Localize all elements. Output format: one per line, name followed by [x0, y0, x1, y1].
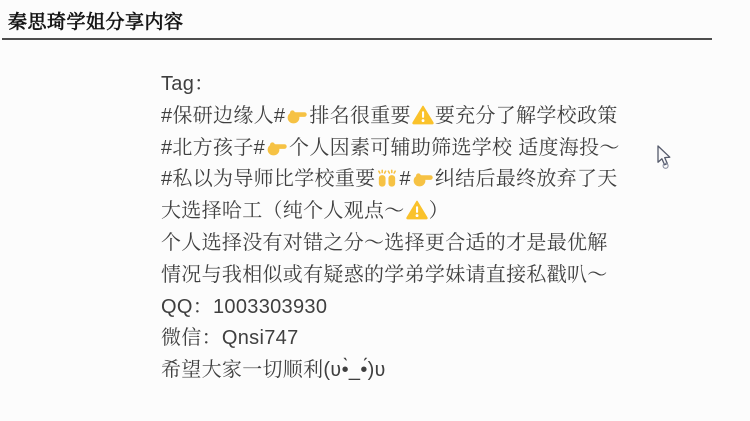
text-segment: 个人选择没有对错之分～选择更合适的才是最优解 — [161, 231, 608, 254]
text-segment: QQ：1003303930 — [161, 295, 328, 318]
text-segment: ） — [428, 200, 449, 223]
pointing-right-icon — [266, 136, 288, 158]
text-segment: #保研边缘人# — [161, 104, 286, 127]
text-segment: 情况与我相似或有疑惑的学弟学妹请直接私戳叭～ — [161, 263, 608, 286]
text-segment: 要充分了解学校政策 — [434, 104, 618, 127]
content-line — [161, 133, 631, 165]
text-segment: #私以为导师比学校重要 — [161, 168, 376, 191]
raised-hands-icon — [376, 167, 398, 189]
content-line — [161, 69, 631, 101]
text-segment: 希望大家一切顺利(ʋ•̀_•́)ʋ — [161, 359, 386, 382]
text-segment: # — [399, 168, 411, 191]
pointing-right-icon — [412, 167, 434, 189]
content-body — [161, 69, 631, 387]
text-segment: 大选择哈工（纯个人观点～ — [161, 200, 405, 223]
warning-icon — [412, 104, 434, 126]
text-segment: 排名很重要 — [309, 104, 411, 127]
text-segment: 纠结后最终放弃了天 — [434, 168, 618, 191]
warning-icon — [406, 199, 428, 221]
page-title: 秦思琦学姐分享内容 — [8, 12, 184, 33]
content-line — [161, 228, 631, 260]
content-line — [161, 196, 631, 228]
text-segment: 微信：Qnsi747 — [161, 327, 299, 350]
text-segment: Tag： — [161, 73, 215, 95]
content-line — [161, 323, 631, 355]
content-line — [161, 355, 631, 387]
content-line — [161, 260, 631, 292]
content-line — [161, 164, 631, 196]
content-line — [161, 292, 631, 324]
text-segment: 个人因素可辅助筛选学校 适度海投～ — [289, 136, 620, 159]
text-segment: #北方孩子# — [161, 136, 266, 159]
title-divider — [2, 38, 712, 40]
mouse-cursor — [653, 144, 675, 171]
content-line — [161, 101, 631, 133]
pointing-right-icon — [286, 104, 308, 126]
